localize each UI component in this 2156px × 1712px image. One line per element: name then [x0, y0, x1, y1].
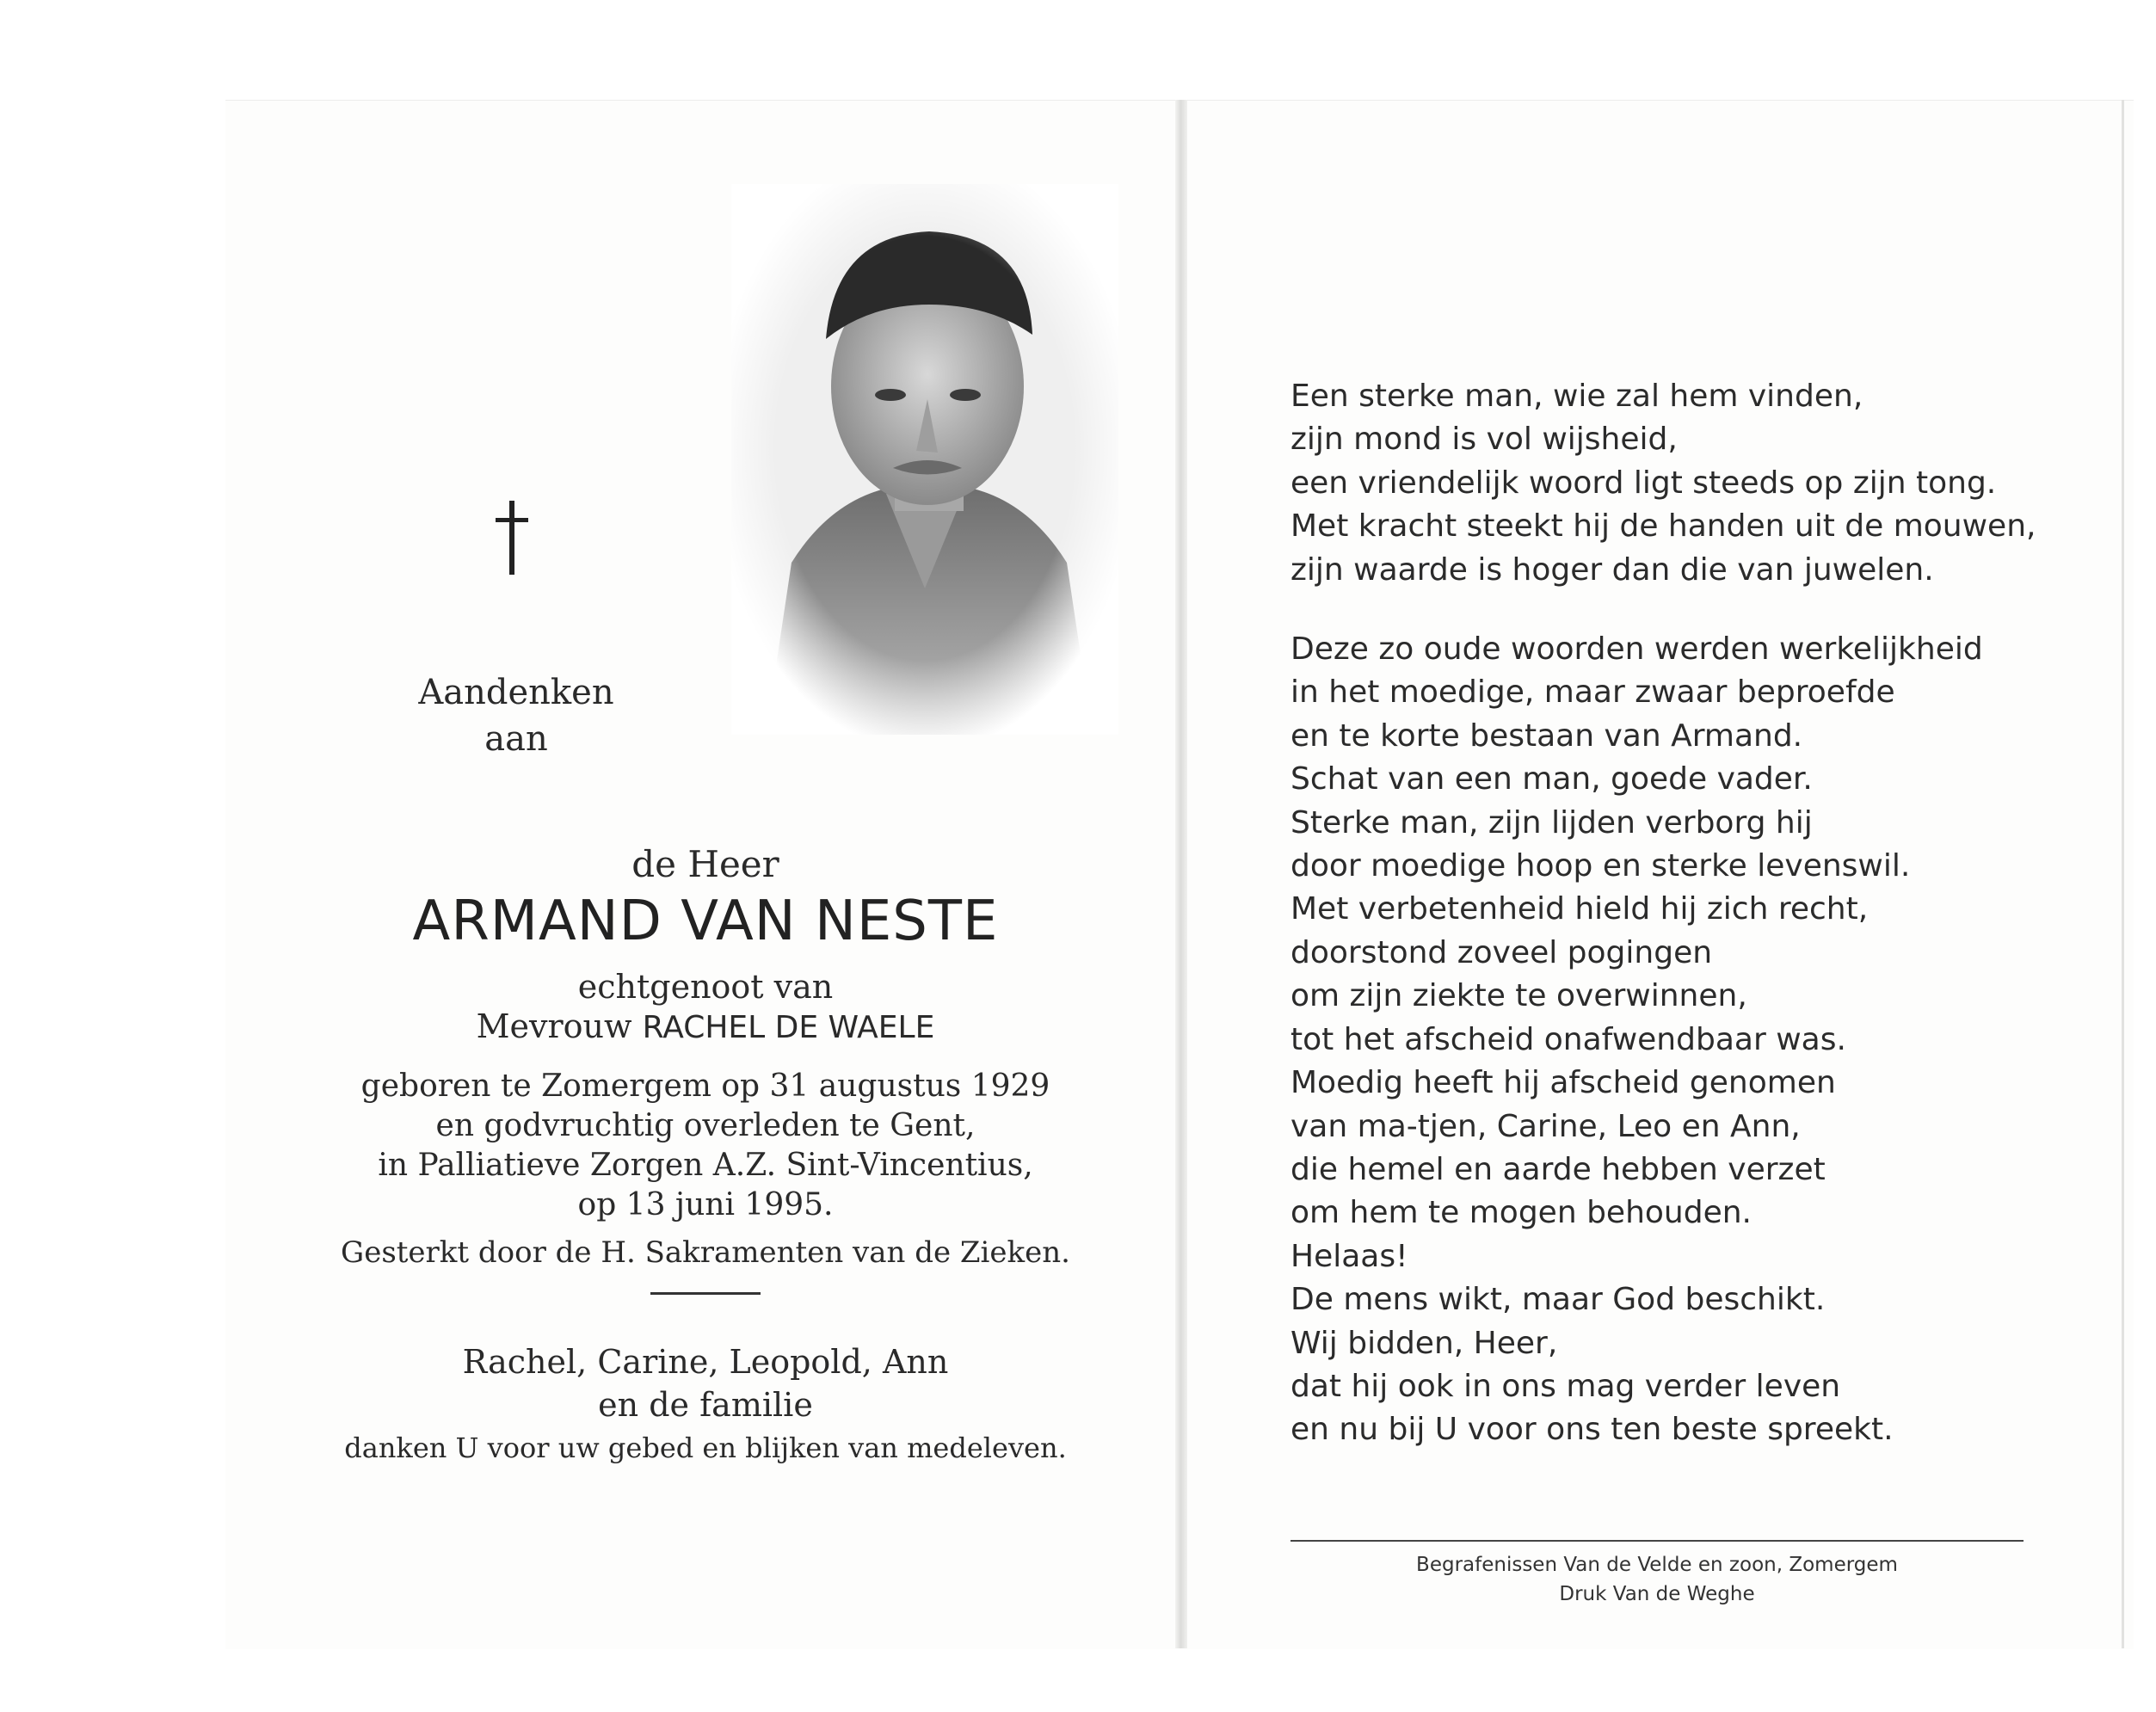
card-fold	[1175, 100, 1187, 1648]
poem-line: in het moedige, maar zwaar beproefde	[1291, 674, 1895, 711]
footer-divider	[1291, 1540, 2024, 1542]
sacraments-line: Gesterkt door de H. Sakramenten van de Zieken.	[341, 1235, 1070, 1270]
family-line: en de familie	[598, 1386, 813, 1424]
death-line: en godvruchtig overleden te Gent,	[435, 1108, 976, 1143]
honorific: de Heer	[631, 843, 779, 885]
poem-line: zijn waarde is hoger dan die van juwelen.	[1291, 551, 1934, 588]
poem-line: Wij bidden, Heer,	[1291, 1325, 1558, 1361]
date-line: op 13 juni 1995.	[577, 1187, 834, 1222]
poem	[1291, 375, 2099, 1452]
place-line: in Palliatieve Zorgen A.Z. Sint-Vincentius,	[378, 1148, 1033, 1183]
cross-icon	[482, 499, 542, 576]
card-edge	[2122, 100, 2124, 1648]
deceased-name: ARMAND VAN NESTE	[412, 890, 999, 953]
portrait-photo	[731, 184, 1118, 735]
divider	[650, 1292, 761, 1295]
poem-line: om hem te mogen behouden.	[1291, 1195, 1752, 1231]
poem-line: en te korte bestaan van Armand.	[1291, 717, 1803, 754]
birth-line: geboren te Zomergem op 31 augustus 1929	[360, 1068, 1050, 1104]
birth-death-block	[284, 1067, 1127, 1225]
memorial-line-1: Aandenken	[418, 673, 614, 712]
poem-line: en nu bij U voor ons ten beste spreekt.	[1291, 1412, 1894, 1448]
poem-line: Schat van een man, goede vader.	[1291, 761, 1813, 797]
printer-line: Druk Van de Weghe	[1559, 1583, 1755, 1605]
poem-line: van ma-tjen, Carine, Leo en Ann,	[1291, 1108, 1801, 1144]
poem-line: tot het afscheid onafwendbaar was.	[1291, 1021, 1846, 1057]
spouse-line-2	[327, 1007, 1084, 1048]
poem-line: doorstond zoveel pogingen	[1291, 934, 1713, 970]
spouse-name: RACHEL DE WAELE	[642, 1010, 935, 1045]
poem-line: zijn mond is vol wijsheid,	[1291, 422, 1678, 458]
poem-line: die hemel en aarde hebben verzet	[1291, 1151, 1826, 1187]
memorial-line-2: aan	[484, 719, 548, 759]
memorial-heading	[361, 669, 671, 762]
spouse-line-1: echtgenoot van	[577, 968, 834, 1006]
family-block	[284, 1340, 1127, 1469]
poem-stanza-2	[1291, 628, 2099, 1452]
poem-line: door moedige hoop en sterke levenswil.	[1291, 848, 1911, 884]
poem-line: Deze zo oude woorden werden werkelijkheid	[1291, 631, 1983, 668]
poem-line: Sterke man, zijn lijden verborg hij	[1291, 804, 1813, 841]
poem-line: Helaas!	[1291, 1238, 1408, 1274]
poem-line: een vriendelijk woord ligt steeds op zijn tong.	[1291, 465, 1997, 501]
poem-line: dat hij ook in ons mag verder leven	[1291, 1368, 1841, 1404]
spouse-prefix: Mevrouw	[476, 1007, 632, 1045]
spouse-block	[327, 967, 1084, 1048]
printer-credits	[1291, 1550, 2024, 1609]
poem-line: Met verbetenheid hield hij zich recht,	[1291, 891, 1869, 927]
poem-line: Met kracht steekt hij de handen uit de mouwen,	[1291, 508, 2036, 545]
poem-line: Moedig heeft hij afscheid genomen	[1291, 1065, 1836, 1101]
poem-line: Een sterke man, wie zal hem vinden,	[1291, 379, 1863, 414]
poem-line: De mens wikt, maar God beschikt.	[1291, 1282, 1826, 1318]
family-names: Rachel, Carine, Leopold, Ann	[462, 1343, 949, 1381]
poem-line: om zijn ziekte te overwinnen,	[1291, 978, 1747, 1014]
funeral-home-line: Begrafenissen Van de Velde en zoon, Zomergem	[1416, 1554, 1898, 1576]
poem-stanza-1	[1291, 375, 2099, 592]
thanks-line: danken U voor uw gebed en blijken van medeleven.	[344, 1432, 1067, 1464]
